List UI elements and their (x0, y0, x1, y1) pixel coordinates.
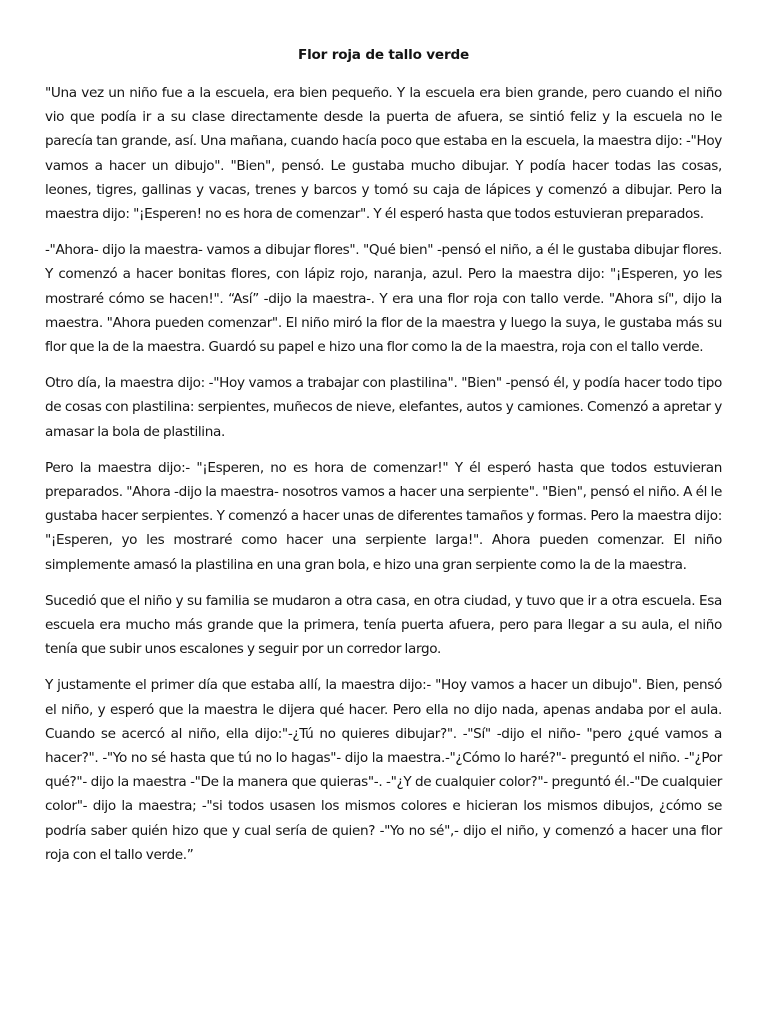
paragraph: -"Ahora- dijo la maestra- vamos a dibujar flores". "Qué bien" -pensó el niño, a él le gustaba dibujar flores. Y comenzó a hacer bonitas flores, con lápiz rojo, naranja, azul. Pero la maestra dijo: "¡Esperen, yo les mostraré cómo se hacen!". “Así” -dijo la maestra-. Y era una flor roja con tallo verde. "Ahora sí", dijo la maestra. "Ahora pueden comenzar". El niño miró la flor de la maestra y luego la suya, le gustaba más su flor que la de la maestra. Guardó su papel e hizo una flor como la de la maestra, roja con el tallo verde. (45, 242, 722, 356)
paragraph: Y justamente el primer día que estaba allí, la maestra dijo:- "Hoy vamos a hacer un dibujo". Bien, pensó el niño, y esperó que la maestra le dijera qué hacer. Pero ella no dijo nada, apenas andaba por el aula. Cuando se acercó al niño, ella dijo:"-¿Tú no quieres dibujar?". -"Sí" -dijo el niño- "pero ¿qué vamos a hacer?". -"Yo no sé hasta que tú no lo hagas"- dijo la maestra.-"¿Cómo lo haré?"- preguntó el niño. -"¿Por qué?"- dijo la maestra -"De la manera que quieras"-. -"¿Y de cualquier color?"- preguntó él.-"De cualquier color"- dijo la maestra; -"si todos usasen los mismos colores e hicieran los mismos dibujos, ¿cómo se podría saber quién hizo que y cual sería de quien? -"Yo no sé",- dijo el niño, y comenzó a hacer una flor roja con el tallo verde.” (45, 677, 722, 863)
paragraph: "Una vez un niño fue a la escuela, era bien pequeño. Y la escuela era bien grande, pero cuando el niño vio que podía ir a su clase directamente desde la puerta de afuera, se sintió feliz y la escuela no le parecía tan grande, así. Una mañana, cuando hacía poco que estaba en la escuela, la maestra dijo: -"Hoy vamos a hacer un dibujo". "Bien", pensó. Le gustaba mucho dibujar. Y podía hacer todas las cosas, leones, tigres, gallinas y vacas, trenes y barcos y tomó su caja de lápices y comenzó a dibujar. Pero la maestra dijo: "¡Esperen! no es hora de comenzar". Y él esperó hasta que todos estuvieran preparados. (45, 85, 722, 223)
paragraph: Otro día, la maestra dijo: -"Hoy vamos a trabajar con plastilina". "Bien" -pensó él, y podía hacer todo tipo de cosas con plastilina: serpientes, muñecos de nieve, elefantes, autos y camiones. Comenzó a apretar y amasar la bola de plastilina. (45, 375, 722, 440)
paragraph: Pero la maestra dijo:- "¡Esperen, no es hora de comenzar!" Y él esperó hasta que todos estuvieran preparados. "Ahora -dijo la maestra- nosotros vamos a hacer una serpiente". "Bien", pensó el niño. A él le gustaba hacer serpientes. Y comenzó a hacer unas de diferentes tamaños y formas. Pero la maestra dijo: "¡Esperen, yo les mostraré como hacer una serpiente larga!". Ahora pueden comenzar. El niño simplemente amasó la plastilina en una gran bola, e hizo una gran serpiente como la de la maestra. (45, 459, 722, 573)
document-title: Flor roja de tallo verde (297, 47, 469, 63)
document-page (45, 45, 722, 879)
paragraph: Sucedió que el niño y su familia se mudaron a otra casa, en otra ciudad, y tuvo que ir a otra escuela. Esa escuela era mucho más grande que la primera, tenía puerta afuera, pero para llegar a su aula, el niño tenía que subir unos escalones y seguir por un corredor largo. (45, 592, 722, 658)
